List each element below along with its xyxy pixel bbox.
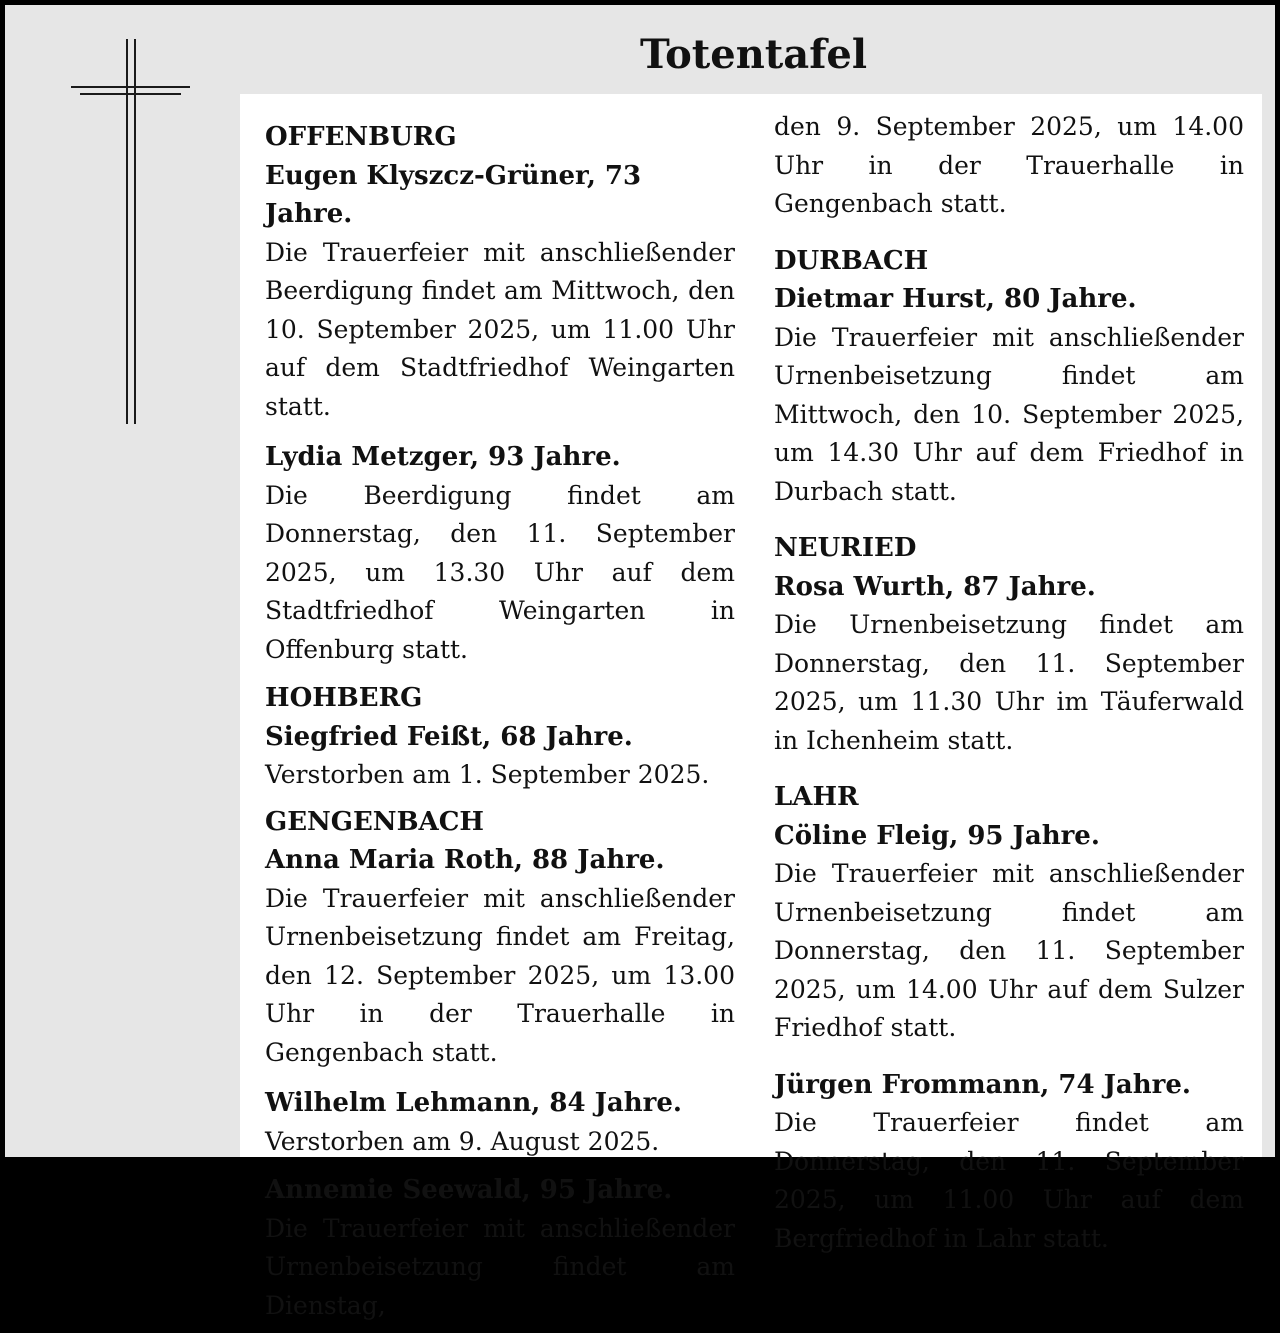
left-column xyxy=(265,118,735,1333)
notice-text: Die Trauerfeier findet am Donnerstag, den 11. September 2025, um 11.00 Uhr auf dem Bergfriedhof in Lahr statt. xyxy=(774,1108,1244,1253)
notice-entry xyxy=(265,438,735,669)
notice-entry xyxy=(265,1171,735,1325)
place-heading: NEURIED xyxy=(774,533,917,563)
notice-entry xyxy=(774,817,1244,1048)
place-heading: GENGENBACH xyxy=(265,806,484,837)
place-heading: OFFENBURG xyxy=(265,122,457,152)
notice-continuation xyxy=(774,108,1244,224)
notice-text: Die Beerdigung findet am Donnerstag, den 11. September 2025, um 13.30 Uhr auf dem Stadtfriedhof Weingarten in Offenburg statt. xyxy=(265,480,735,664)
notice-entry xyxy=(774,568,1244,761)
notice-text: Die Trauerfeier mit anschließender Beerdigung findet am Mittwoch, den 10. September 2025, um 11.00 Uhr auf dem Stadtfriedhof Weingarten statt. xyxy=(265,237,735,421)
notices-panel xyxy=(240,94,1262,1320)
place-heading: LAHR xyxy=(774,782,859,812)
notice-text: Die Trauerfeier mit anschließender Urnenbeisetzung findet am Freitag, den 12. September 2025, um 13.00 Uhr in der Trauerhalle in Gengenbach statt. xyxy=(265,883,735,1067)
deceased-name: Anna Maria Roth, 88 Jahre. xyxy=(265,845,665,875)
deceased-name: Rosa Wurth, 87 Jahre. xyxy=(774,571,1096,602)
notice-text: Verstorben am 1. September 2025. xyxy=(265,760,710,789)
notice-entry xyxy=(774,1066,1244,1259)
notice-entry xyxy=(265,841,735,1072)
right-column xyxy=(774,112,1244,1266)
deceased-name: Lydia Metzger, 93 Jahre. xyxy=(265,442,621,472)
deceased-name: Eugen Klyszcz-Grüner, 73 Jahre. xyxy=(265,160,642,229)
notice-entry xyxy=(774,280,1244,511)
cross-icon xyxy=(5,5,225,435)
notice-text: Die Trauerfeier mit anschließender Urnenbeisetzung findet am Mittwoch, den 10. September 2025, um 14.30 Uhr auf dem Friedhof in Durbach statt. xyxy=(774,322,1244,506)
notice-text: Die Trauerfeier mit anschließender Urnenbeisetzung findet am Donnerstag, den 11. September 2025, um 14.00 Uhr auf dem Sulzer Friedhof statt. xyxy=(774,859,1244,1042)
notice-text: Die Trauerfeier mit anschließender Urnenbeisetzung findet am Dienstag, xyxy=(265,1213,735,1320)
deceased-name: Wilhelm Lehmann, 84 Jahre. xyxy=(265,1088,682,1118)
page-title: Totentafel xyxy=(639,31,868,78)
notice-text: Die Urnenbeisetzung findet am Donnerstag, den 11. September 2025, um 11.30 Uhr im Täuferwald in Ichenheim statt. xyxy=(774,610,1244,755)
deceased-name: Siegfried Feißt, 68 Jahre. xyxy=(265,721,633,752)
place-heading: DURBACH xyxy=(774,245,929,276)
notice-text: den 9. September 2025, um 14.00 Uhr in der Trauerhalle in Gengenbach statt. xyxy=(774,112,1244,218)
notice-text: Verstorben am 9. August 2025. xyxy=(265,1126,660,1156)
place-heading: HOHBERG xyxy=(265,683,423,713)
notice-entry xyxy=(265,1084,735,1161)
deceased-name: Jürgen Frommann, 74 Jahre. xyxy=(774,1069,1191,1100)
notice-entry xyxy=(265,718,735,795)
deceased-name: Annemie Seewald, 95 Jahre. xyxy=(265,1175,673,1205)
obituary-board xyxy=(5,5,1275,1320)
notice-entry xyxy=(265,157,735,427)
deceased-name: Dietmar Hurst, 80 Jahre. xyxy=(774,284,1137,314)
deceased-name: Cöline Fleig, 95 Jahre. xyxy=(774,820,1100,851)
